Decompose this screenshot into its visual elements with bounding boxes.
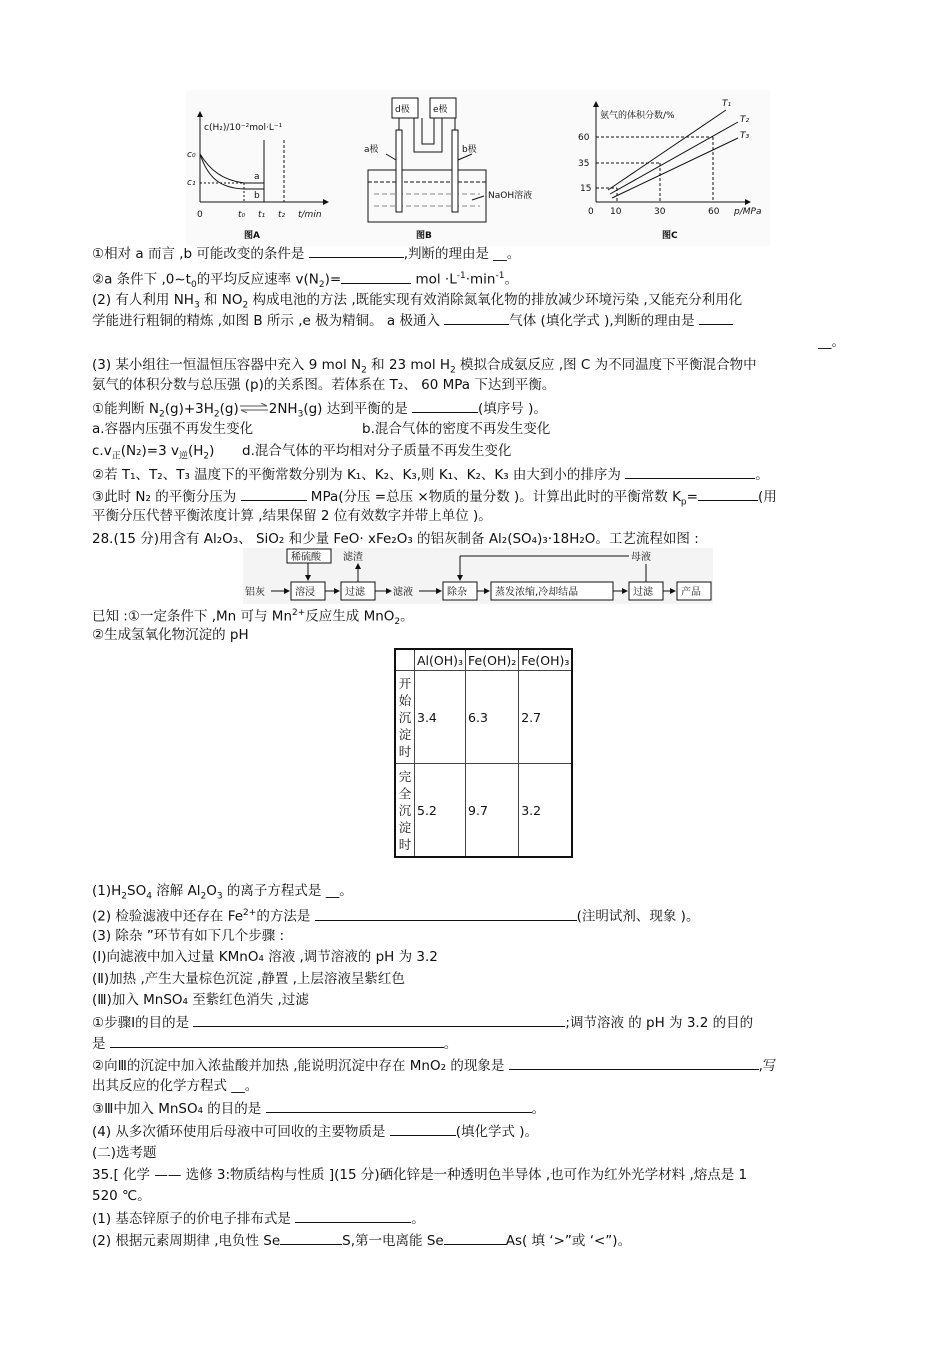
fig-a-xtick-t0: t₀ [238, 210, 246, 220]
fig-c-series-t3: T₃ [740, 131, 750, 141]
fig-a-ytick-c1: c₁ [187, 178, 196, 188]
table-cell: 9.7 [466, 764, 519, 858]
fig-b-u-tube [414, 118, 442, 152]
answer-blank[interactable] [315, 907, 577, 921]
fig-c-ylabel: 氨气的体积分数/% [600, 111, 675, 121]
fig-a-ylabel: c(H₂)/10⁻²mol·L⁻¹ [204, 123, 283, 133]
flow-node-filter: 过滤 [345, 587, 365, 598]
fig-a-xtick-t2: t₂ [278, 210, 286, 220]
flow-side-residue: 滤渣 [343, 552, 363, 563]
answer-blank[interactable] [699, 311, 733, 325]
fig-c-series-t1: T₁ [722, 99, 732, 109]
flow-node-evaporate: 蒸发浓缩,冷却结晶 [495, 587, 579, 598]
question-line: (2) 根据元素周期律 ,电负性 Se S,第一电离能 Se As( 填 ‘>”或 ‘<”)。 [92, 1233, 632, 1249]
fig-c-xtick: 0 [588, 207, 594, 217]
table-header-row [395, 649, 572, 671]
answer-blank[interactable] [390, 1122, 456, 1136]
answer-blank[interactable] [280, 1231, 342, 1245]
fig-b-label-e: e极 [433, 105, 448, 115]
question-line: ③Ⅲ中加入 MnSO₄ 的目的是 。 [92, 1101, 546, 1117]
flow-node-filtrate: 滤液 [393, 587, 413, 598]
question-line: 出其反应的化学方程式 __。 [92, 1078, 259, 1094]
fig-a-xtick-t1: t₁ [258, 210, 266, 220]
fig-b-electrode-b [452, 130, 458, 212]
flow-side-mother-liquor: 母液 [631, 552, 651, 563]
table-header: Fe(OH)₃ [519, 649, 573, 671]
table-cell: 2.7 [519, 671, 573, 764]
table-cell: 3.4 [415, 671, 466, 764]
fig-c-ytick: 15 [580, 184, 592, 194]
table-header: Al(OH)₃ [415, 649, 466, 671]
answer-blank[interactable] [444, 311, 509, 325]
table-header: Fe(OH)₂ [466, 649, 519, 671]
step-line: (Ⅰ)向滤液中加入过量 KMnO₄ 溶液 ,调节溶液的 pH 为 3.2 [92, 949, 438, 965]
fig-a-label-a: a [254, 172, 260, 182]
fig-c-xtick: 30 [654, 207, 666, 217]
flow-side-acid: 稀硫酸 [291, 552, 321, 563]
figure-a [187, 112, 328, 241]
fig-a-xtick-0: 0 [197, 210, 203, 220]
answer-blank[interactable] [444, 1231, 506, 1245]
process-flowchart [243, 548, 713, 604]
fig-b-label-b: b极 [462, 145, 477, 155]
fig-c-ytick: 35 [578, 159, 590, 169]
known-line: 已知 :①一定条件下 ,Mn 可与 $Mn^{2+}$反应生成 MnO$_2$。 [92, 608, 414, 628]
figure-c [578, 99, 761, 241]
fig-b-a-pointer [386, 154, 396, 160]
step-line: (Ⅲ)加入 MnSO₄ 至紫红色消失 ,过滤 [92, 992, 309, 1008]
fig-c-xlabel: p/MPa [734, 207, 762, 217]
answer-blank[interactable] [110, 1034, 444, 1048]
answer-blank[interactable] [698, 487, 758, 501]
question-heading: 35.[ 化学 —— 选修 3:物质结构与性质 ](15 分)硒化锌是一种透明色半导体 ,也可作为红外光学材料 ,熔点是 1 [92, 1167, 748, 1183]
fig-c-line-t2 [610, 122, 738, 194]
flow-node-product: 产品 [681, 587, 701, 598]
flow-node-filter2: 过滤 [633, 587, 653, 598]
flow-node-purify: 除杂 [447, 587, 467, 598]
question-line: ①步骤Ⅰ的目的是 ;调节溶液 的 pH 为 3.2 的目的 [92, 1015, 754, 1031]
fig-a-caption: 图A [244, 231, 260, 241]
question-line: (4) 从多次循环使用后母液中可回收的主要物质是 (填化学式 )。 [92, 1124, 539, 1140]
question-line: ②a 条件下 $,0\sim t_0$的平均反应速率 $v(N_2)=$ mol $\cdot L^{-1}\cdot\min^{-1}$。 [92, 271, 518, 291]
question-line: 学能进行粗铜的精炼 ,如图 B 所示 ,e 极为精铜。 a 极通入 气体 (填化学式 ),判断的理由是 [92, 311, 733, 330]
question-line: ②向Ⅲ的沉淀中加入浓盐酸并加热 ,能说明沉淀中存在 MnO₂ 的现象是 ,写 [92, 1058, 777, 1074]
question-line: 平衡分压代替平衡浓度计算 ,结果保留 2 位有效数字并带上单位 )。 [92, 508, 492, 524]
flow-node-dissolve: 溶浸 [295, 587, 315, 598]
question-line: (1) 基态锌原子的价电子排布式是 。 [92, 1211, 425, 1227]
answer-blank[interactable] [266, 1099, 532, 1113]
fig-b-electrode-a [396, 130, 402, 212]
table-cell: 5.2 [415, 764, 466, 858]
question-line: 是 。 [92, 1036, 458, 1052]
fig-a-label-b: b [254, 191, 260, 201]
figures-panel [186, 90, 770, 246]
question-line: ②若 T₁、T₂、T₃ 温度下的平衡常数分别为 K₁、K₂、K₃,则 K₁、K₂、K₃ 由大到小的排序为 。 [92, 467, 769, 483]
table-row [395, 671, 572, 764]
question-line: (3) 某小组往一恒温恒压容器中充入 9 mol $N_2$ 和 23 mol $H_2$ 模拟合成氨反应 ,图 C 为不同温度下平衡混合物中 [92, 357, 757, 376]
fig-c-caption: 图C [662, 231, 678, 241]
option-line: a.容器内压强不再发生变化 [92, 421, 254, 437]
question-line: (3) 除杂 ”环节有如下几个步骤 : [92, 928, 285, 944]
question-line: __。 [818, 334, 845, 350]
ph-table [394, 648, 573, 858]
table-row-label: 完全沉淀时 [395, 764, 415, 858]
fig-c-series-t2: T₂ [740, 115, 750, 125]
answer-blank[interactable] [412, 399, 478, 413]
option-line: b.混合气体的密度不再发生变化 [362, 421, 551, 437]
step-line: (Ⅱ)加热 ,产生大量棕色沉淀 ,静置 ,上层溶液呈紫红色 [92, 971, 405, 987]
question-line: ①能判断 $N_2(g)+3H_2(g)$ $2NH_3(g)$ 达到平衡的是 (填序号 )。 [92, 401, 547, 420]
flow-node-raw: 铝灰 [245, 587, 265, 598]
question-line: (2) 有人利用 $NH_3$ 和 $NO_2$ 构成电池的方法 ,既能实现有效消除氮氧化物的排放减少环境污染 ,又能充分利用化 [92, 292, 743, 311]
question-line: (2) 检验滤液中还存在 $Fe^{2+}$的方法是 (注明试剂、现象 )。 [92, 908, 700, 925]
fig-b-naoh-pointer [472, 196, 484, 200]
figure-b [364, 98, 532, 241]
answer-blank[interactable] [295, 1209, 411, 1223]
fig-b-beaker [368, 170, 486, 222]
fig-c-xtick: 10 [610, 207, 622, 217]
fig-b-u-tube-inner [422, 118, 434, 144]
answer-blank[interactable] [509, 1056, 759, 1070]
option-line: d.混合气体的平均相对分子质量不再发生变化 [242, 443, 512, 459]
fig-b-caption: 图B [416, 231, 432, 241]
answer-blank[interactable] [241, 487, 307, 501]
fig-b-label-naoh: NaOH溶液 [488, 191, 533, 201]
table-row-label: 开始沉淀时 [395, 671, 415, 764]
section-heading: (二)选考题 [92, 1145, 157, 1161]
fig-c-line-t3 [612, 138, 738, 198]
fig-c-xtick: 60 [708, 207, 720, 217]
question-line: ③此时 N₂ 的平衡分压为 MPa(分压 =总压 ×物质的量分数 )。计算出此时的平衡常数 $K_p=$ (用 [92, 489, 777, 508]
answer-blank[interactable] [193, 1013, 565, 1027]
question-heading: 520 ℃。 [92, 1188, 151, 1204]
table-row [395, 764, 572, 858]
equilibrium-arrow-icon [239, 400, 269, 418]
question-line: 氨气的体积分数与总压强 (p)的关系图。若体系在 T₂、 60 MPa 下达到平衡。 [92, 377, 556, 393]
fig-b-label-a: a极 [364, 145, 379, 155]
table-cell: 3.2 [519, 764, 573, 858]
option-line: $c.v_正(N_2)=3$ $v_逆(H_2)$ [92, 443, 215, 462]
fig-a-ytick-c0: c₀ [187, 150, 196, 160]
table-cell: 6.3 [466, 671, 519, 764]
known-line: ②生成氢氧化物沉淀的 pH [92, 627, 249, 643]
fig-a-xlabel: t/min [298, 210, 322, 220]
answer-blank[interactable] [309, 244, 404, 258]
answer-blank[interactable] [625, 465, 755, 479]
fig-c-ytick: 60 [578, 133, 590, 143]
question-heading: 28.(15 分)用含有 Al₂O₃、 SiO₂ 和少量 FeO· xFe₂O₃ 的铝灰制备 Al₂(SO₄)₃·18H₂O。工艺流程如图 : [92, 531, 699, 547]
answer-blank[interactable] [341, 270, 411, 284]
question-line: ①相对 a 而言 ,b 可能改变的条件是 ,判断的理由是 __。 [92, 246, 521, 262]
question-line: $(1)H_2SO_4$ 溶解 $Al_2O_3$ 的离子方程式是 __。 [92, 883, 353, 902]
table-corner [395, 649, 415, 671]
fig-b-label-d: d极 [395, 105, 410, 115]
fig-c-line-t1 [608, 110, 726, 190]
